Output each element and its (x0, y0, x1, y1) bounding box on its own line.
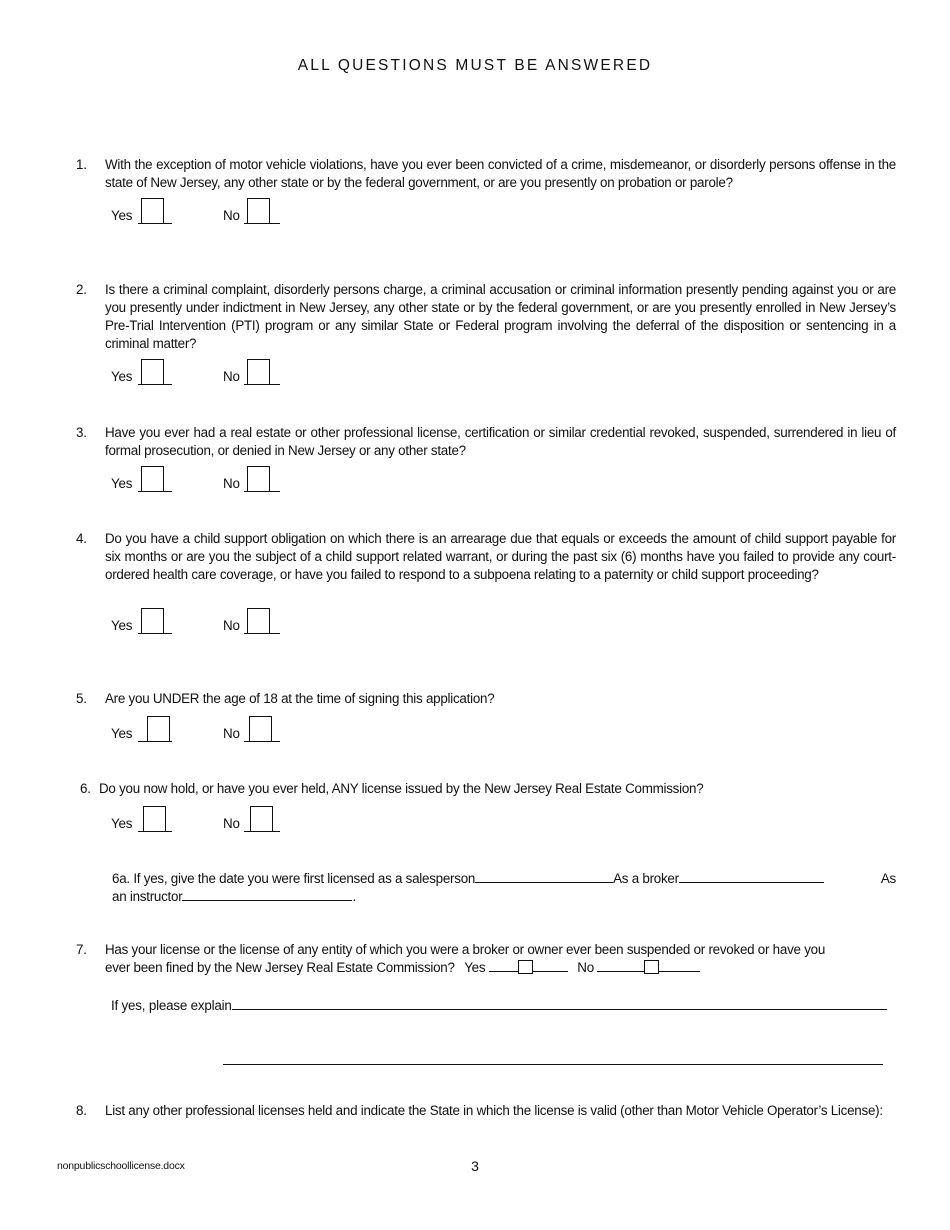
question-number: 5. (76, 691, 87, 706)
question-number: 8. (76, 1103, 87, 1118)
question-number: 6. (80, 781, 91, 796)
no-label: No (223, 618, 240, 633)
question-text: Is there a criminal complaint, disorderly persons charge, a criminal accusation or criminal information presently pending against you or are you presently under indictment in New Jersey, any other state or by the federal government, or are you presently enrolled in New Jersey’s Pre-Trial Intervention (PTI) program or any similar State or Federal program involving the deferral of the disposition or sentencing in a criminal matter? (105, 282, 896, 351)
page-number: 3 (471, 1158, 479, 1174)
yes-label: Yes (464, 960, 486, 975)
question-number: 3. (76, 425, 87, 440)
yes-label: Yes (111, 816, 133, 831)
yes-checkbox[interactable] (141, 359, 164, 385)
no-label: No (223, 816, 240, 831)
yes-line-left (489, 971, 519, 972)
salesperson-date-field[interactable] (475, 882, 613, 883)
no-checkbox[interactable] (247, 359, 270, 385)
question-7 (76, 941, 896, 977)
yes-checkbox[interactable] (518, 960, 533, 974)
question-4 (76, 530, 896, 584)
question-number: 2. (76, 282, 87, 297)
question-8 (76, 1102, 896, 1120)
yes-label: Yes (111, 618, 133, 633)
question-number: 7. (76, 942, 87, 957)
yes-checkbox[interactable] (143, 806, 166, 832)
question-1 (76, 156, 896, 192)
broker-date-field[interactable] (679, 882, 824, 883)
question-text: Do you now hold, or have you ever held, ANY license issued by the New Jersey Real Estate Commission? (99, 781, 704, 796)
explain-label: If yes, please explain (111, 998, 232, 1013)
no-label: No (223, 208, 240, 223)
yes-label: Yes (111, 476, 133, 491)
yes-checkbox[interactable] (141, 608, 164, 634)
question-text: Do you have a child support obligation on which there is an arrearage due that equals or exceeds the amount of child support payable for six months or are you the subject of a child support related warrant, or during the past six (6) months have you failed to provide any court-ordered health care coverage, or have you failed to respond to a subpoena relating to a paternity or child support proceeding? (105, 531, 896, 582)
no-checkbox[interactable] (247, 466, 270, 492)
question-3 (76, 424, 896, 460)
no-line-left (597, 971, 645, 972)
explain-field-line-2[interactable] (223, 1064, 883, 1065)
question-2 (76, 281, 896, 353)
yes-label: Yes (111, 726, 133, 741)
yes-line-right (532, 971, 568, 972)
no-checkbox[interactable] (644, 960, 659, 974)
yes-checkbox[interactable] (141, 198, 164, 224)
yes-checkbox[interactable] (147, 716, 170, 742)
answer-row-3 (111, 466, 311, 496)
instructor-date-field[interactable] (182, 900, 352, 901)
footer-filename: nonpublicschoollicense.docx (57, 1160, 185, 1172)
question-text-line-2: ever been fined by the New Jersey Real Estate Commission? (105, 960, 455, 975)
q6a-instructor-label: an instructor (112, 889, 183, 904)
answer-row-6 (111, 806, 311, 836)
no-checkbox[interactable] (247, 198, 270, 224)
question-number: 4. (76, 531, 87, 546)
question-text: Are you UNDER the age of 18 at the time of signing this application? (105, 691, 495, 706)
answer-row-5 (111, 716, 311, 746)
question-6 (80, 780, 900, 798)
explain-field-line-1[interactable] (232, 995, 887, 1010)
explain-row (111, 995, 887, 1013)
question-5 (76, 690, 896, 708)
answer-row-2 (111, 359, 311, 389)
question-text: Have you ever had a real estate or other professional license, certification or similar credential revoked, suspended, surrendered in lieu of formal prosecution, or denied in New Jersey or any other state? (105, 425, 896, 458)
q6a-period: . (352, 889, 356, 904)
q6a-as-label: As (880, 871, 896, 886)
yes-checkbox[interactable] (141, 466, 164, 492)
no-checkbox[interactable] (247, 608, 270, 634)
answer-row-4 (111, 608, 311, 638)
no-label: No (577, 960, 594, 975)
no-checkbox[interactable] (250, 806, 273, 832)
page-title: ALL QUESTIONS MUST BE ANSWERED (297, 57, 653, 74)
question-6a (112, 870, 896, 906)
no-label: No (223, 369, 240, 384)
question-text: With the exception of motor vehicle violations, have you ever been convicted of a crime, misdemeanor, or disorderly persons offense in the state of New Jersey, any other state or by the federal government, or are you presently on probation or parole? (105, 157, 896, 190)
q6a-salesperson-label: 6a. If yes, give the date you were first licensed as a salesperson (112, 871, 476, 886)
answer-row-1 (111, 198, 311, 228)
no-checkbox[interactable] (249, 716, 272, 742)
question-number: 1. (76, 157, 87, 172)
q6a-broker-label: As a broker (613, 871, 679, 886)
no-line-right (658, 971, 700, 972)
question-text: List any other professional licenses held and indicate the State in which the license is valid (other than Motor Vehicle Operator’s License): (105, 1103, 883, 1118)
yes-label: Yes (111, 208, 133, 223)
no-label: No (223, 726, 240, 741)
question-text-line-1: Has your license or the license of any entity of which you were a broker or owner ever been suspended or revoked or have you (105, 942, 826, 957)
yes-label: Yes (111, 369, 133, 384)
no-label: No (223, 476, 240, 491)
